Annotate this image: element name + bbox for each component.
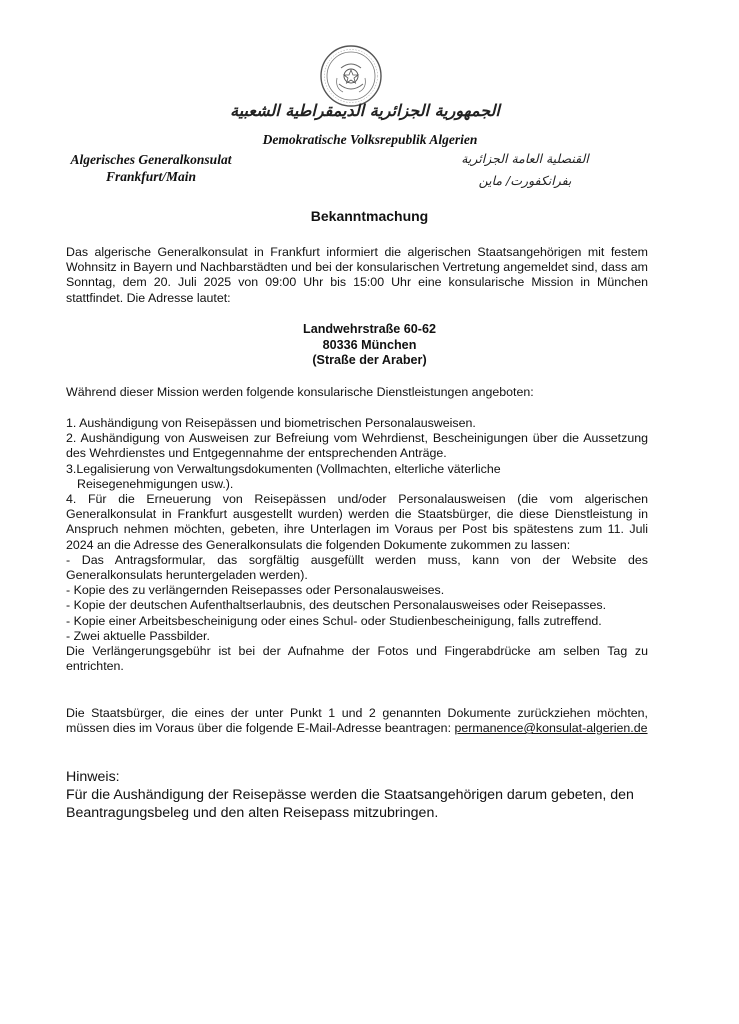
consulate-ar-line2: بفرانكفورت/ ماين [478, 173, 572, 188]
consulate-name-german [36, 151, 266, 185]
consulate-name-arabic [440, 148, 610, 192]
contact-text: Die Staatsbürger, die eines der unter Punkt 1 und 2 genannten Dokumente zurückziehen möchten, müssen dies im Voraus über die folgende E-Mail-Adresse beantragen: [66, 706, 648, 736]
services-intro: Während dieser Mission werden folgende konsularische Dienstleistungen angeboten: [66, 385, 534, 399]
address-block [0, 322, 739, 369]
service-item-3-continued: Reisegenehmigungen usw.). [77, 476, 234, 491]
document-item-5: - Zwei aktuelle Passbilder. [66, 628, 210, 643]
service-item-2: 2. Aushändigung von Ausweisen zur Befreiung vom Wehrdienst, Bescheinigungen über die Aussetzung des Wehrdienstes und Entgegennahme der entsprechenden Anträge. [66, 431, 648, 461]
intro-paragraph: Das algerische Generalkonsulat in Frankfurt informiert die algerischen Staatsangehörigen mit festem Wohnsitz in Bayern und Nachbarstädten und bei der konsularischen Vertretung angemeldet sind, dass am Sonntag, dem 20. Juli 2025 von 09:00 Uhr bis 15:00 Uhr eine konsularische Mission in München stattfindet. Die Adresse lautet: [66, 245, 648, 305]
hint-block [66, 768, 648, 822]
document-item-1: - Das Antragsformular, das sorgfältig ausgefüllt werden muss, kann von der Website des Generalkonsulats heruntergeladen werden). [66, 552, 648, 583]
service-item-4: 4. Für die Erneuerung von Reisepässen und/oder Personalausweisen (die vom algerischen Generalkonsulat in Frankfurt ausgestellt wurden) werden die Staatsbürger, die diese Dienstleistung in Anspruch nehmen möchten, gebeten, ihre Unterlagen im Voraus per Post bis spätestens zum 11. Juli 2024 an die Adresse des Generalkonsulats die folgenden Dokumente zukommen zu lassen: [66, 492, 648, 552]
arabic-state-title: الجمهورية الجزائرية الديمقراطية الشعبية [230, 101, 500, 120]
fee-note: Die Verlängerungsgebühr ist bei der Aufnahme der Fotos und Fingerabdrücke am selben Tag zu entrichten. [66, 644, 648, 674]
address-note: (Straße der Araber) [312, 353, 427, 367]
hint-title: Hinweis: [66, 769, 120, 785]
address-city: 80336 München [322, 337, 417, 352]
contact-email-link[interactable]: permanence@konsulat-algerien.de [454, 721, 648, 736]
consulate-de-line1: Algerisches Generalkonsulat [70, 152, 232, 167]
address-street: Landwehrstraße 60-62 [303, 322, 436, 336]
document-heading: Bekanntmachung [310, 208, 429, 224]
document-item-4: - Kopie einer Arbeitsbescheinigung oder eines Schul- oder Studienbescheinigung, falls zutreffend. [66, 613, 602, 628]
state-seal-icon [319, 44, 383, 108]
service-item-1: 1. Aushändigung von Reisepässen und biometrischen Personalausweisen. [66, 416, 476, 430]
services-list [66, 416, 648, 674]
consulate-ar-line1: القنصلية العامة الجزائرية [461, 151, 589, 166]
consulate-de-line2: Frankfurt/Main [105, 169, 197, 184]
service-item-3: 3.Legalisierung von Verwaltungsdokumenten (Vollmachten, elterliche väterliche [66, 461, 501, 476]
contact-paragraph [66, 706, 648, 736]
document-item-2: - Kopie des zu verlängernden Reisepasses oder Personalausweises. [66, 583, 445, 598]
hint-text: Für die Aushändigung der Reisepässe werden die Staatsangehörigen darum gebeten, den Beantragungsbeleg und den alten Reisepass mitzubringen. [66, 787, 634, 821]
document-item-3: - Kopie der deutschen Aufenthaltserlaubnis, des deutschen Personalausweises oder Reisepasses. [66, 598, 607, 613]
german-state-title: Demokratische Volksrepublik Algerien [262, 132, 478, 147]
